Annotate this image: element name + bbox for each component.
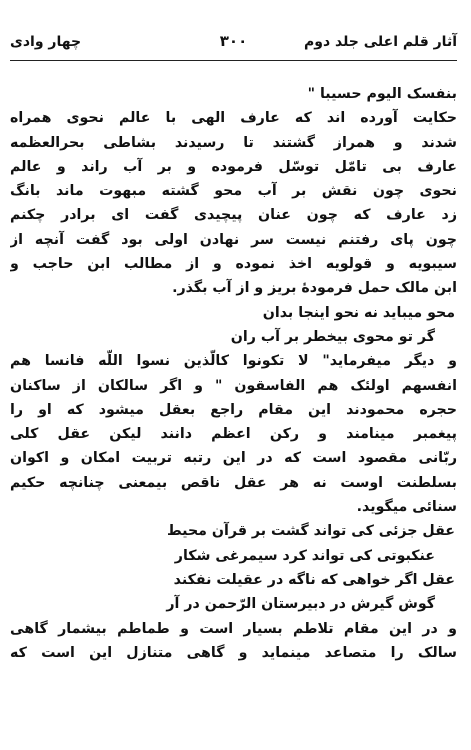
- text-line: چون پای رفتنم نیست سر نهادن اولی بود گفت آنچه از: [10, 231, 457, 248]
- text-line: زد عارف که چون عنان پیچیدی گفت ای برادر چکنم: [10, 207, 457, 224]
- page-number: ۳۰۰: [219, 32, 248, 50]
- header-divider: [10, 60, 457, 61]
- text-line: عارف بی تامّل توسّل فرموده و بر آب راند و عالم: [10, 158, 457, 175]
- body-text: [10, 82, 457, 665]
- text-line: محو میباید نه نحو اینجا بدان: [262, 304, 455, 321]
- text-line: عقل اگر خواهی که ناگه در عقیلت نفکند: [173, 571, 455, 588]
- text-line: عقل جزئی کی تواند گشت بر قرآن محیط: [166, 523, 455, 540]
- text-line: و در این مقام تلاطم بسیار است و طماطم بیشمار گاهی: [10, 620, 457, 637]
- text-line: سالک را متصاعد مینماید و گاهی متنازل این است که: [10, 644, 457, 661]
- text-line: و دیگر میفرماید" لا تکونوا کالّذین نسوا اللّه فانسا هم: [10, 353, 457, 370]
- text-line: حکایت آورده اند که عارف الهی با عالم نحوی همراه: [10, 110, 457, 127]
- text-line: عنکبوتی کی تواند کرد سیمرغی شکار: [174, 547, 435, 564]
- text-line: پیغمبر مینامند و رکن اعظم دانند لیکن عقل کلی: [10, 426, 457, 443]
- text-line: گوش گیرش در دبیرستان الرّحمن در آر: [166, 596, 435, 613]
- text-line: ربّانی مقصود است که در این رتبه تربیت امکان و اکوان: [10, 450, 457, 467]
- book-title: آثار قلم اعلی جلد دوم: [303, 34, 457, 50]
- text-line: ابن مالک حمل فرمودهٔ بریز و از آب بگذر.: [172, 280, 457, 297]
- text-line: بنفسک الیوم حسیبا ": [307, 86, 457, 102]
- text-line: بسلطنت اوست نه هر عقل ناقص بیمعنی چنانچه حکیم: [10, 474, 457, 491]
- page-header: [10, 30, 457, 60]
- text-line: سیبویه و قولویه اخذ نموده و از مطالب ابن حاجب و: [10, 256, 457, 273]
- text-line: حجره محمودند این مقام راجع بعقل میشود که او را: [10, 401, 457, 418]
- chapter-title: چهار وادی: [10, 34, 82, 50]
- text-line: گر تو محوی بیخطر بر آب ران: [230, 328, 435, 345]
- text-line: انفسهم اولئک هم الفاسقون " و اگر سالکان از ساکنان: [10, 377, 457, 394]
- text-line: شدند و همراز گشتند تا رسیدند بشاطی بحرالعظمه: [10, 134, 457, 151]
- text-line: سنائی میگوید.: [356, 499, 457, 516]
- text-line: نحوی چون نقش بر آب محو گشته مبهوت ماند بانگ: [10, 183, 457, 200]
